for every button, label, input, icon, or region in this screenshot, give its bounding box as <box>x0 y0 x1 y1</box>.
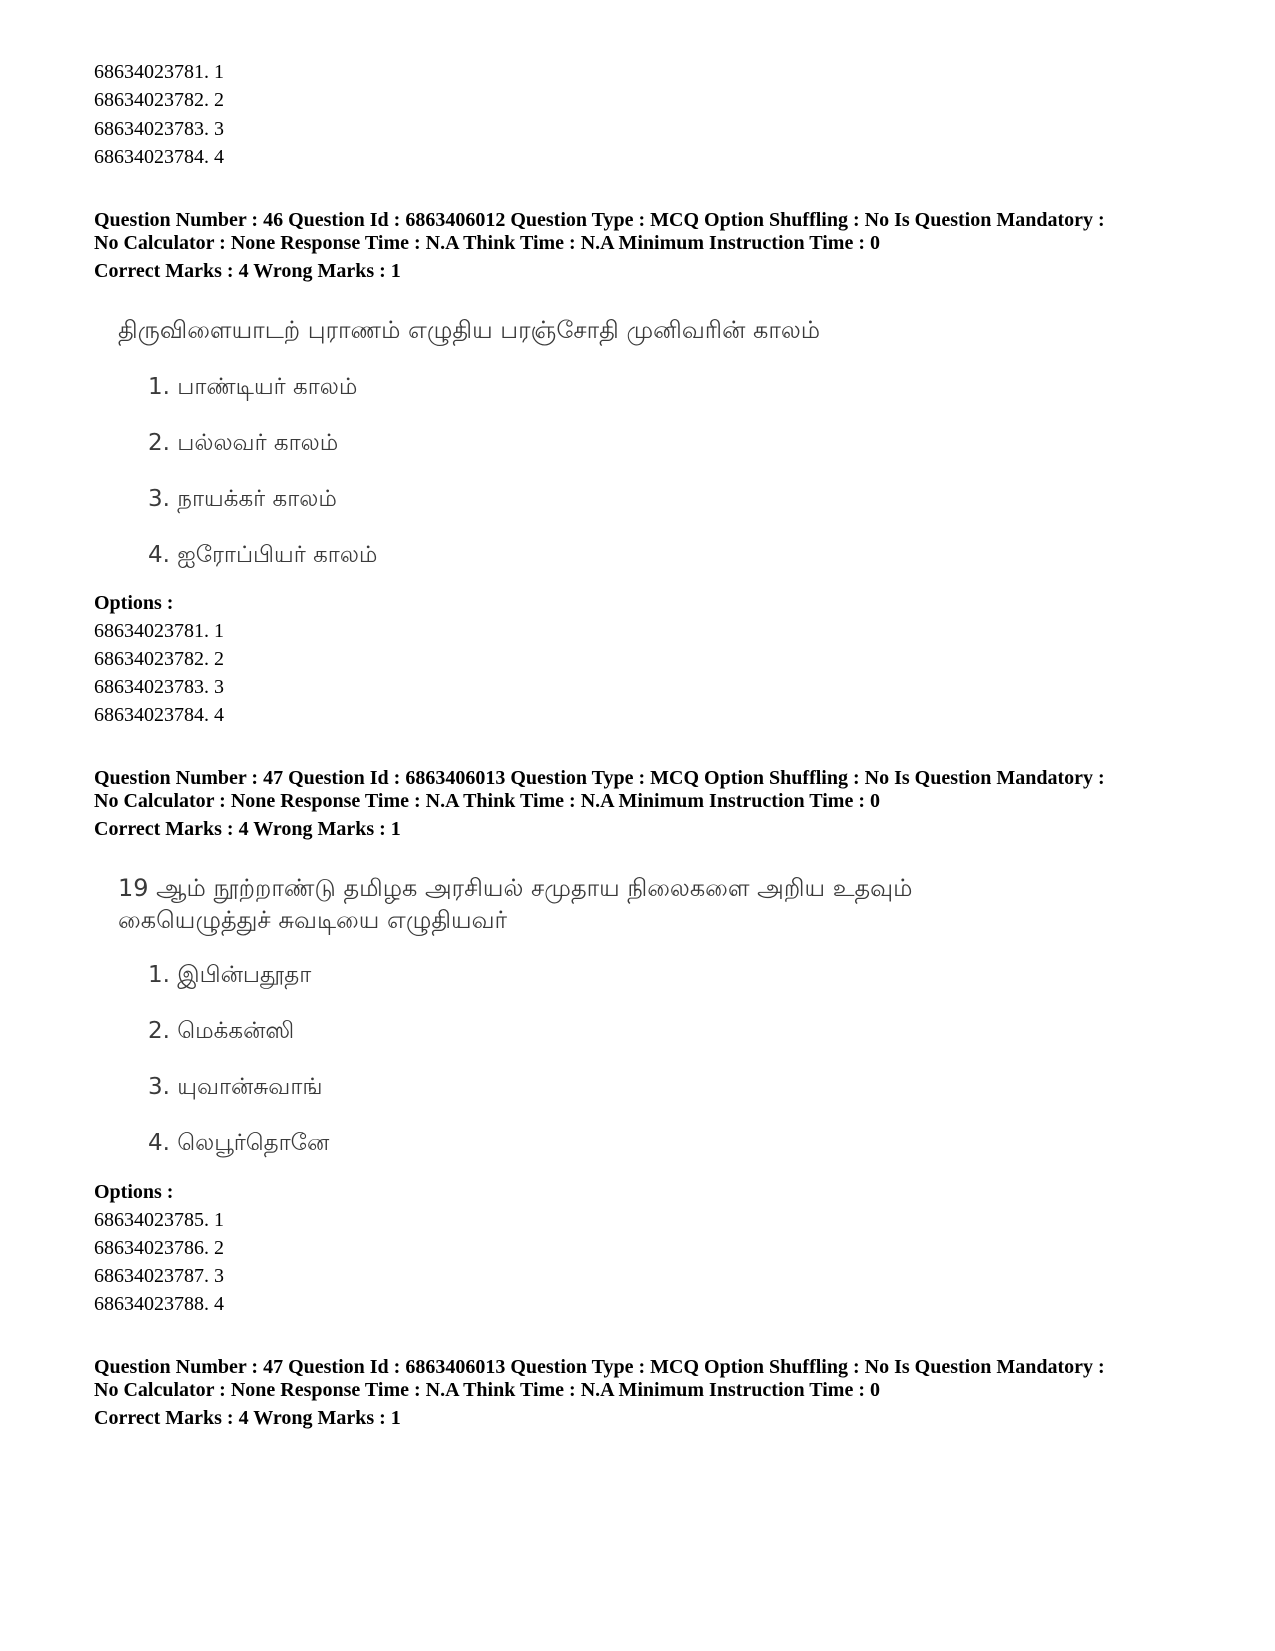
option-id-line: 68634023782. 2 <box>94 89 224 111</box>
question-marks: Correct Marks : 4 Wrong Marks : 1 <box>94 1407 401 1429</box>
option-id-line: 68634023785. 1 <box>94 1209 224 1231</box>
question-text: 19 ஆம் நூற்றாண்டு தமிழக அரசியல் சமுதாய நிலைகளை அறிய உதவும் <box>118 874 913 902</box>
answer-choice: 1. பாண்டியர் காலம் <box>148 374 358 400</box>
option-id-line: 68634023784. 4 <box>94 146 224 168</box>
answer-choice: 4. ஐரோப்பியர் காலம் <box>148 542 378 568</box>
option-id-line: 68634023786. 2 <box>94 1237 224 1259</box>
question-text: திருவிளையாடற் புராணம் எழுதிய பரஞ்சோதி முனிவரின் காலம் <box>118 316 821 344</box>
question-marks: Correct Marks : 4 Wrong Marks : 1 <box>94 260 401 282</box>
answer-choice: 3. யுவான்சுவாங் <box>148 1074 323 1100</box>
options-label: Options : <box>94 592 174 614</box>
option-id-line: 68634023783. 3 <box>94 676 224 698</box>
options-label: Options : <box>94 1181 174 1203</box>
answer-choice: 2. மெக்கன்ஸி <box>148 1018 295 1044</box>
option-id-line: 68634023783. 3 <box>94 118 224 140</box>
question-meta-line: Question Number : 47 Question Id : 6863406013 Question Type : MCQ Option Shuffling : No Is Question Mandatory : <box>94 767 1105 789</box>
option-id-line: 68634023781. 1 <box>94 620 224 642</box>
option-id-line: 68634023782. 2 <box>94 648 224 670</box>
option-id-line: 68634023788. 4 <box>94 1293 224 1315</box>
answer-choice: 1. இபின்பதூதா <box>148 962 312 988</box>
question-meta-line: No Calculator : None Response Time : N.A Think Time : N.A Minimum Instruction Time : 0 <box>94 1379 880 1401</box>
option-id-line: 68634023787. 3 <box>94 1265 224 1287</box>
question-marks: Correct Marks : 4 Wrong Marks : 1 <box>94 818 401 840</box>
option-id-line: 68634023784. 4 <box>94 704 224 726</box>
question-meta-line: No Calculator : None Response Time : N.A Think Time : N.A Minimum Instruction Time : 0 <box>94 232 880 254</box>
question-meta-line: Question Number : 47 Question Id : 6863406013 Question Type : MCQ Option Shuffling : No Is Question Mandatory : <box>94 1356 1105 1378</box>
question-text: கையெழுத்துச் சுவடியை எழுதியவர் <box>118 906 508 934</box>
answer-choice: 4. லெபூர்தொனே <box>148 1130 330 1156</box>
option-id-line: 68634023781. 1 <box>94 61 224 83</box>
question-meta-line: Question Number : 46 Question Id : 6863406012 Question Type : MCQ Option Shuffling : No Is Question Mandatory : <box>94 209 1105 231</box>
answer-choice: 2. பல்லவர் காலம் <box>148 430 339 456</box>
answer-choice: 3. நாயக்கர் காலம் <box>148 486 337 512</box>
question-meta-line: No Calculator : None Response Time : N.A Think Time : N.A Minimum Instruction Time : 0 <box>94 790 880 812</box>
